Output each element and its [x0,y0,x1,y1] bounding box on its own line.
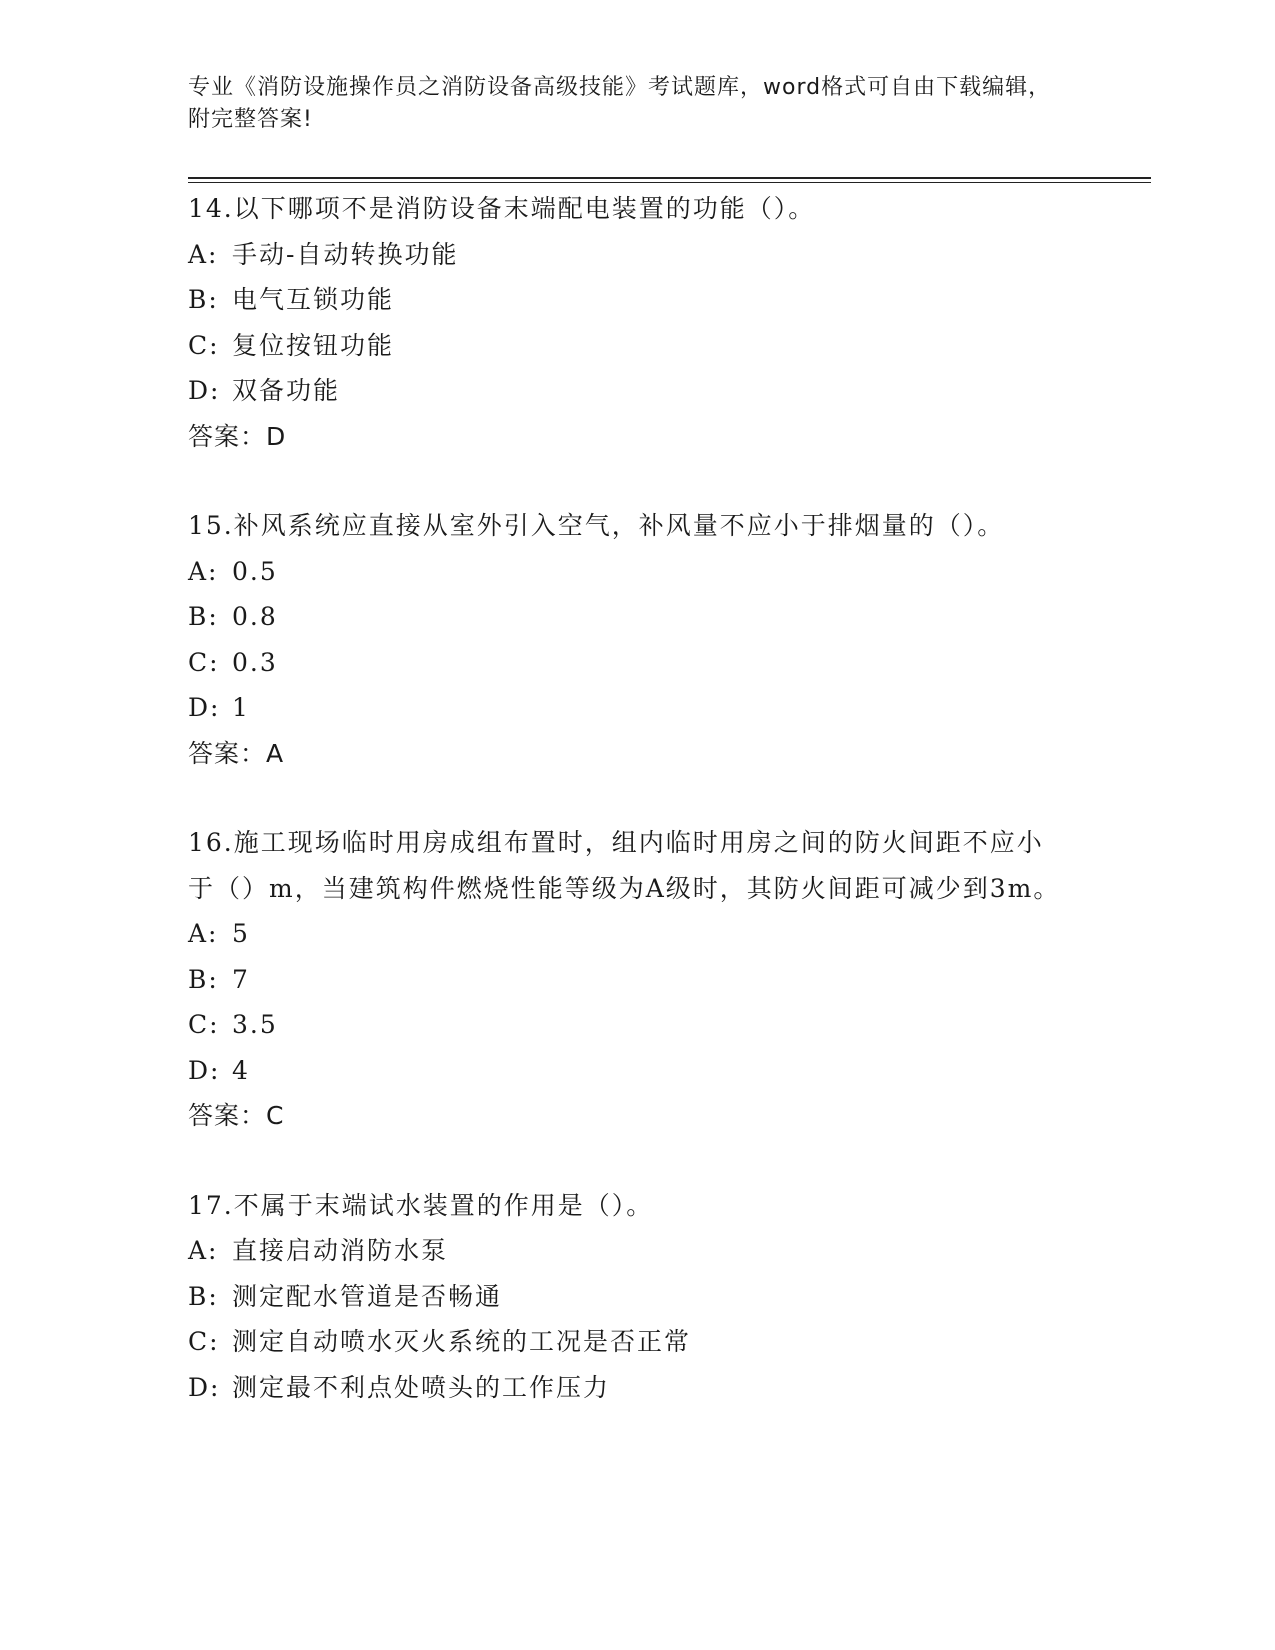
option-b [188,594,1088,640]
option-text: 测定自动喷水灭火系统的工况是否正常 [232,1327,692,1356]
option-d [188,1048,1088,1094]
option-letter: B: [188,285,219,314]
option-text: 测定配水管道是否畅通 [232,1281,503,1311]
question-stem: 15.补风系统应直接从室外引入空气，补风量不应小于排烟量的（）。 [188,511,1005,540]
answer-prefix: 答案： [188,421,267,451]
option-b [188,957,1088,1003]
question-stem: 16.施工现场临时用房成组布置时，组内临时用房之间的防火间距不应小于（）m，当建筑构件燃烧性能等级为A级时，其防火间距可减少到3m。 [188,828,1061,903]
option-letter: C: [188,647,220,677]
option-letter: C: [188,330,220,360]
option-text: 0.8 [232,602,278,631]
option-letter: D: [188,376,221,405]
option-text: 电气互锁功能 [232,285,395,314]
option-c [188,640,1088,686]
option-letter: D: [188,1372,221,1402]
option-c [188,1319,1088,1365]
option-letter: A: [188,1236,219,1265]
option-text: 测定最不利点处喷头的工作压力 [232,1372,611,1402]
question-15 [188,503,1088,776]
option-a [188,549,1088,595]
option-letter: A: [188,556,219,586]
question-17 [188,1183,1088,1411]
option-letter: B: [188,964,219,994]
question-list [188,186,1088,1454]
option-text: 手动-自动转换功能 [232,239,459,269]
question-16 [188,820,1088,1139]
option-text: 7 [232,964,250,994]
answer-value: C [266,1101,285,1130]
option-b [188,1274,1088,1320]
answer-line [188,731,1088,777]
option-text: 0.5 [232,556,278,586]
option-d [188,1365,1088,1411]
option-letter: B: [188,602,219,631]
option-a [188,232,1088,278]
option-text: 直接启动消防水泵 [232,1236,449,1265]
answer-value: A [266,738,285,768]
option-text: 5 [232,919,250,948]
option-text: 复位按钮功能 [232,330,395,360]
option-letter: D: [188,1055,221,1085]
question-stem: 17.不属于末端试水装置的作用是（）。 [188,1190,654,1220]
option-a [188,1228,1088,1274]
answer-prefix: 答案： [188,738,267,768]
option-a [188,911,1088,957]
option-b [188,277,1088,323]
answer-value: D [266,421,287,451]
option-text: 双备功能 [232,376,341,405]
option-c [188,1002,1088,1048]
answer-line [188,414,1088,460]
option-c [188,323,1088,369]
answer-prefix: 答案： [188,1101,267,1130]
option-text: 4 [232,1055,250,1085]
header-divider-thin [188,182,1151,183]
header-divider-thick [188,177,1151,179]
option-letter: D: [188,693,221,722]
option-d [188,685,1088,731]
option-text: 1 [232,693,250,722]
document-header: 专业《消防设施操作员之消防设备高级技能》考试题库，word格式可自由下载编辑，附完整答案! [188,75,1052,132]
option-text: 3.5 [232,1010,278,1039]
option-letter: A: [188,239,219,269]
option-letter: C: [188,1327,220,1356]
answer-line [188,1093,1088,1139]
option-text: 0.3 [232,647,278,677]
option-d [188,368,1088,414]
question-stem: 14.以下哪项不是消防设备末端配电装置的功能（）。 [188,194,816,223]
option-letter: C: [188,1010,220,1039]
option-letter: A: [188,919,219,948]
option-letter: B: [188,1281,219,1311]
question-14 [188,186,1088,459]
